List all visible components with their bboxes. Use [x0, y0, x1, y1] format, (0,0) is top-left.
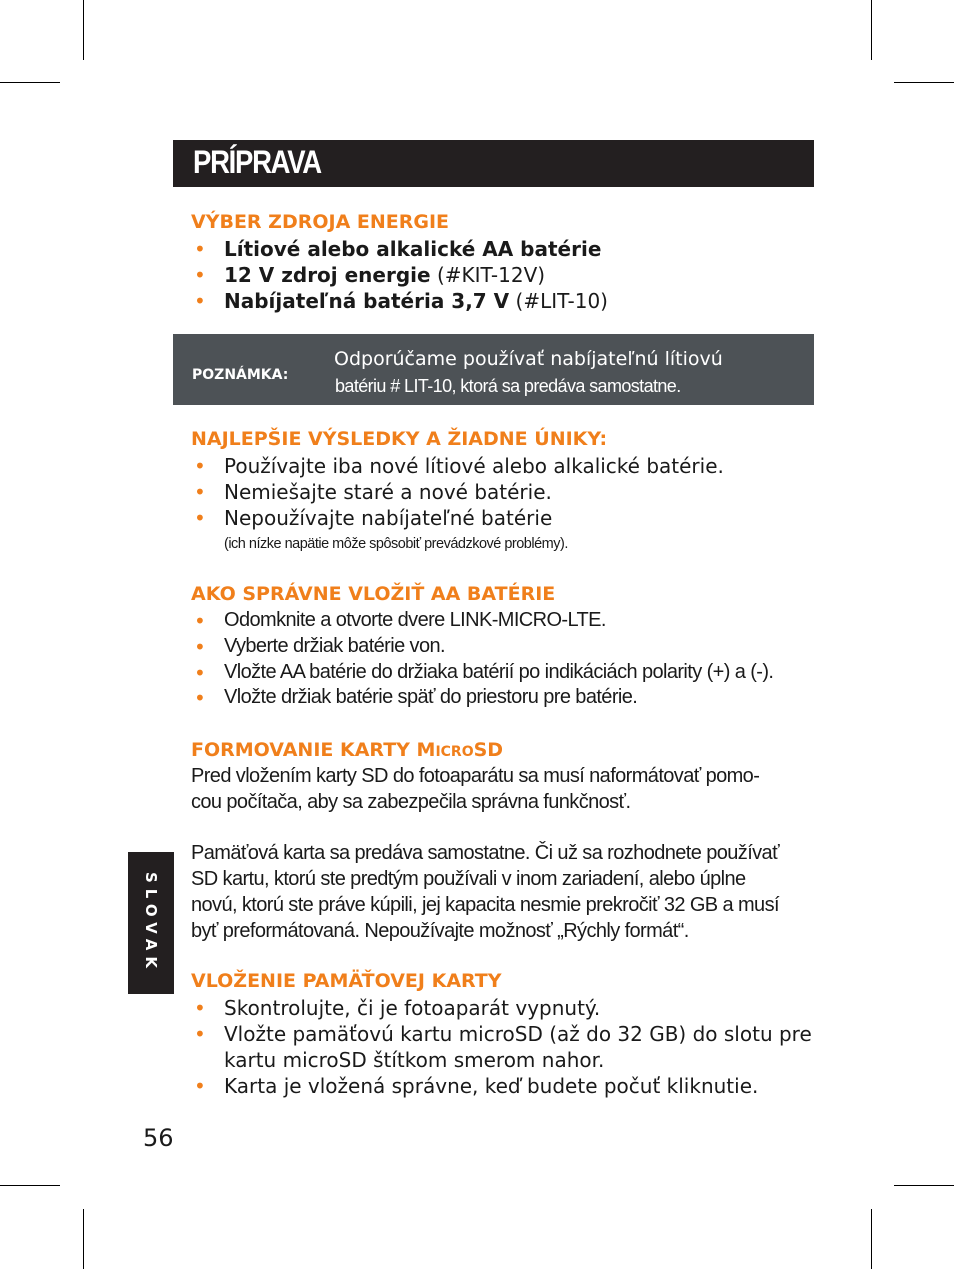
item-text: Skontrolujte, či je fotoaparát vypnutý.: [224, 996, 601, 1020]
crop-mark: [894, 1185, 954, 1186]
paragraph-line: Pamäťová karta sa predáva samostatne. Či už sa rozhodnete používať: [191, 842, 779, 864]
bullet-icon: •: [194, 480, 206, 504]
item-text: Nepoužívajte nabíjateľné batérie: [224, 506, 553, 530]
title-bar: [173, 140, 814, 187]
crop-mark: [871, 1209, 872, 1269]
language-tab: [128, 852, 174, 994]
item-text: Karta je vložená správne, keď budete počuť kliknutie.: [224, 1074, 759, 1098]
bullet-icon: •: [194, 1074, 206, 1098]
item-text: Nemiešajte staré a nové batérie.: [224, 480, 552, 504]
paragraph-line: byť preformátovaná. Nepoužívajte možnosť „Rýchly formát“.: [191, 920, 689, 942]
heading-part: ICRO: [435, 744, 474, 760]
heading-format-card: [191, 739, 503, 761]
bullet-icon: •: [194, 1022, 206, 1046]
bullet-icon: •: [194, 289, 206, 313]
paragraph-line: SD kartu, ktorú ste predtým používali v inom zariadení, alebo úplne: [191, 868, 746, 890]
bullet-icon: •: [194, 661, 206, 685]
bullet-icon: •: [194, 686, 206, 710]
item-bold: Nabíjateľná batéria 3,7 V: [224, 289, 510, 313]
item-text: Používajte iba nové lítiové alebo alkalické batérie.: [224, 454, 724, 478]
bullet-icon: •: [194, 635, 206, 659]
heading-insert-batteries: AKO SPRÁVNE VLOŽIŤ AA BATÉRIE: [191, 583, 556, 605]
crop-mark: [894, 82, 954, 83]
crop-mark: [83, 1209, 84, 1269]
crop-mark: [0, 1185, 60, 1186]
language-label: SLOVAK: [142, 872, 160, 974]
item-text: Vložte pamäťovú kartu microSD (až do 32 GB) do slotu pre: [224, 1022, 812, 1046]
note-text-line: Odporúčame používať nabíjateľnú lítiovú: [334, 348, 723, 370]
item-text: Vložte AA batérie do držiaka batérií po indikáciách polarity (+) a (-).: [224, 661, 774, 683]
note-label: POZNÁMKA:: [192, 367, 289, 383]
note-box: [173, 334, 814, 405]
paragraph-line: cou počítača, aby sa zabezpečila správna funkčnosť.: [191, 791, 631, 813]
bullet-icon: •: [194, 996, 206, 1020]
item-text: Vyberte držiak batérie von.: [224, 635, 445, 657]
heading-insert-card: VLOŽENIE PAMÄŤOVEJ KARTY: [191, 970, 502, 992]
paragraph-line: Pred vložením karty SD do fotoaparátu sa musí naformátovať pomo-: [191, 765, 760, 787]
item-text: Odomknite a otvorte dvere LINK-MICRO-LTE.: [224, 609, 606, 631]
page-number: 56: [143, 1124, 174, 1152]
bullet-icon: •: [194, 263, 206, 287]
heading-part: SD: [473, 739, 504, 761]
bullet-icon: •: [194, 609, 206, 633]
item-text: kartu microSD štítkom smerom nahor.: [224, 1048, 605, 1072]
sub-note: (ich nízke napätie môže spôsobiť prevádzkové problémy).: [224, 536, 568, 552]
item-rest: (#LIT-10): [509, 289, 608, 313]
paragraph-line: novú, ktorú ste práve kúpili, jej kapacita nesmie prekročiť 32 GB a musí: [191, 894, 779, 916]
crop-mark: [83, 0, 84, 60]
page-title: PRÍPRAVA: [193, 144, 321, 180]
crop-mark: [871, 0, 872, 60]
heading-part: FORMOVANIE KARTY M: [191, 739, 436, 761]
note-text-line: batériu # LIT-10, ktorá sa predáva samostatne.: [335, 376, 681, 396]
item-rest: (#KIT-12V): [430, 263, 546, 287]
item-text: Vložte držiak batérie späť do priestoru pre batérie.: [224, 686, 638, 708]
bullet-icon: •: [194, 454, 206, 478]
crop-mark: [0, 82, 60, 83]
bullet-icon: •: [194, 237, 206, 261]
heading-power-source: VÝBER ZDROJA ENERGIE: [191, 211, 450, 233]
heading-best-results: NAJLEPŠIE VÝSLEDKY A ŽIADNE ÚNIKY:: [191, 428, 608, 450]
item-bold: 12 V zdroj energie: [224, 263, 431, 287]
item-bold: Lítiové alebo alkalické AA batérie: [224, 237, 602, 261]
bullet-icon: •: [194, 506, 206, 530]
